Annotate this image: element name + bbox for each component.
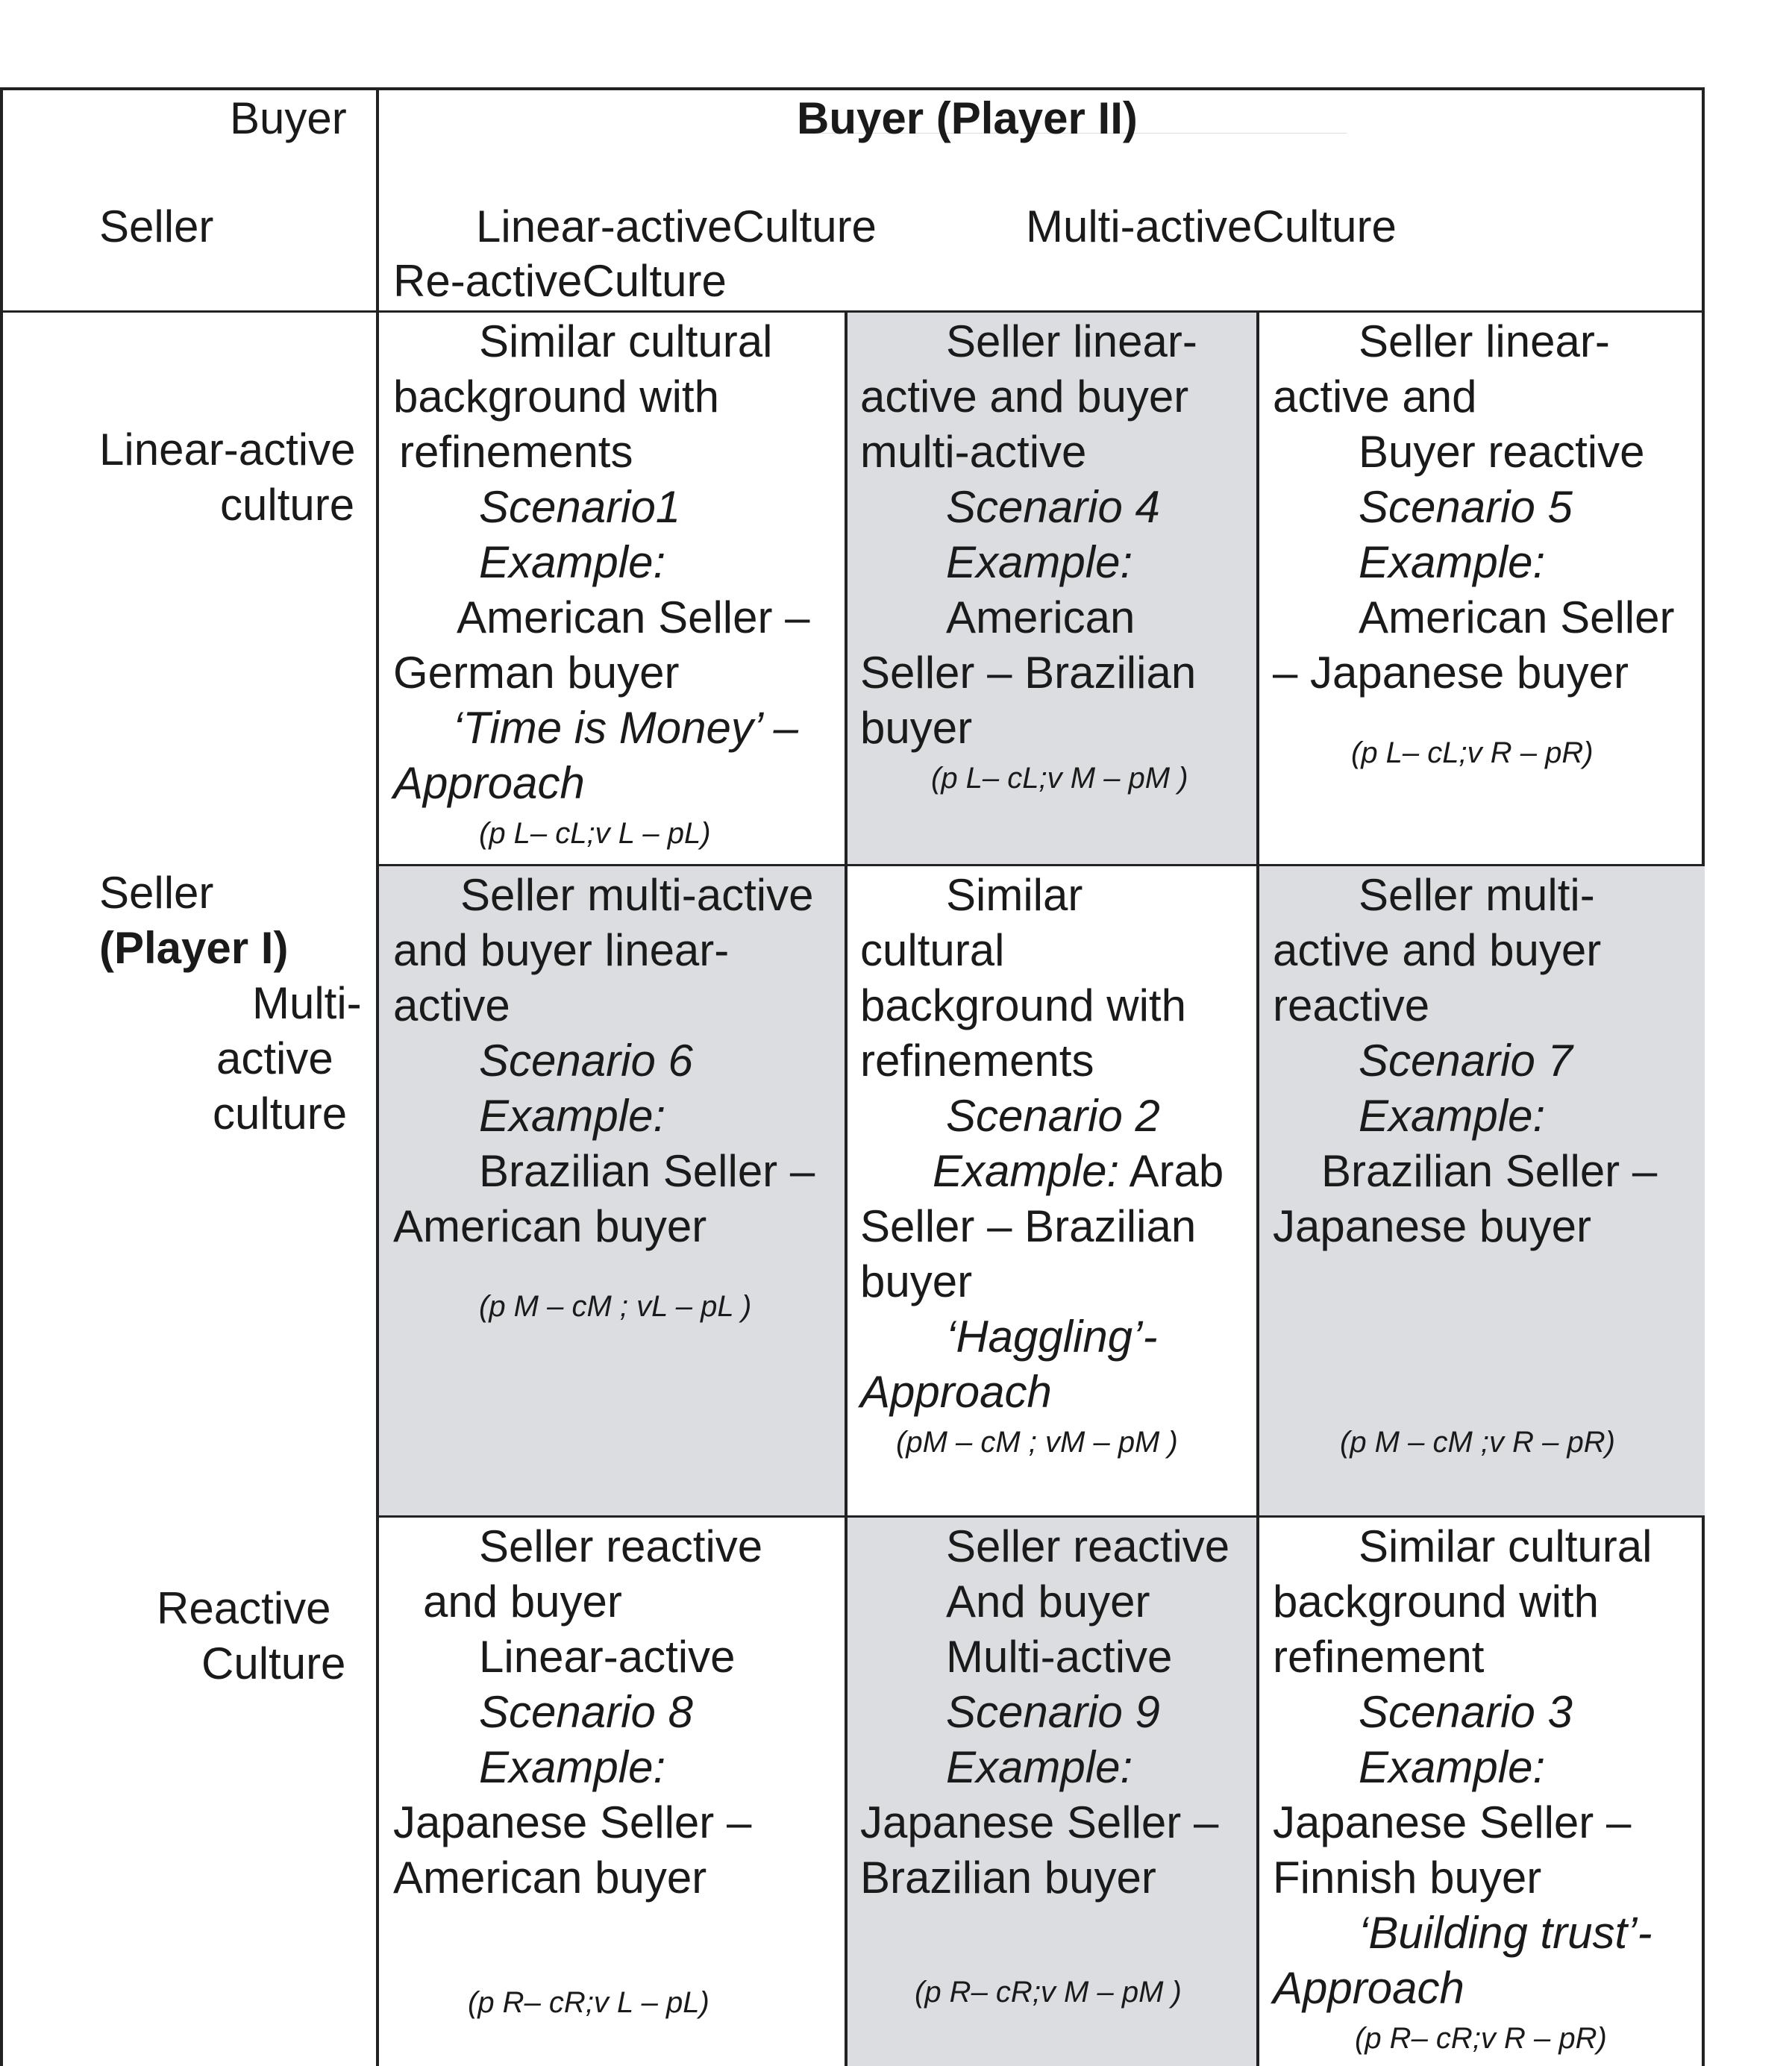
cell-text: Similar cultural bbox=[479, 316, 773, 366]
cell-text: Seller – Brazilian bbox=[860, 1201, 1197, 1251]
scenario-label: Scenario 6 bbox=[479, 1036, 693, 1086]
scenario-label: Scenario 3 bbox=[1359, 1687, 1573, 1737]
cell-text: refinements bbox=[399, 427, 633, 477]
hline-row1 bbox=[377, 864, 1705, 866]
scenario-label: Scenario 2 bbox=[946, 1091, 1160, 1141]
row-header-linear-1: Linear-active bbox=[99, 425, 356, 475]
example-label: Example: bbox=[1359, 1742, 1546, 1792]
vline-row-header bbox=[376, 87, 379, 2066]
cell-scenario-4 bbox=[860, 314, 1256, 801]
cell-text: buyer bbox=[860, 1256, 973, 1306]
cell-text: Multi-active bbox=[946, 1632, 1173, 1682]
cell-text: active and buyer bbox=[860, 372, 1189, 422]
hline-header-bottom bbox=[0, 310, 1705, 313]
header-title: Buyer (Player II) bbox=[797, 93, 1138, 143]
vline-col1 bbox=[845, 310, 848, 2066]
approach-label: ‘Haggling’- bbox=[946, 1312, 1158, 1362]
cell-text: refinement bbox=[1273, 1632, 1485, 1682]
payoff-formula: (p R– cR;v L – pL) bbox=[468, 1986, 709, 2019]
vline-col2 bbox=[1256, 310, 1259, 2066]
cell-text: Finnish buyer bbox=[1273, 1853, 1542, 1903]
cell-text: Brazilian Seller – bbox=[1321, 1146, 1658, 1196]
row-header-multi-1: Multi- bbox=[252, 978, 362, 1028]
cell-text: American buyer bbox=[393, 1201, 707, 1251]
hline-row2 bbox=[377, 1515, 1705, 1518]
cell-text: background with bbox=[860, 980, 1186, 1030]
cell-text: active bbox=[393, 980, 510, 1030]
cell-text: and buyer linear- bbox=[393, 925, 730, 975]
cell-scenario-6 bbox=[393, 868, 841, 1329]
cell-text: And buyer bbox=[946, 1577, 1150, 1627]
scenario-label: Scenario 8 bbox=[479, 1687, 693, 1737]
cell-text: Seller multi-active bbox=[460, 870, 814, 920]
cell-text: Arab bbox=[1119, 1146, 1224, 1196]
cell-text: Brazilian Seller – bbox=[479, 1146, 815, 1196]
cell-text: Seller reactive bbox=[946, 1521, 1230, 1571]
cell-text: Linear-active bbox=[479, 1632, 736, 1682]
cell-text: Similar bbox=[946, 870, 1083, 920]
cell-text: refinements bbox=[860, 1036, 1094, 1086]
row-header-reactive-1: Reactive bbox=[157, 1583, 331, 1633]
example-label: Example: bbox=[479, 537, 666, 587]
row-header-reactive-2: Culture bbox=[201, 1638, 346, 1688]
approach-label: ‘Time is Money’ – bbox=[453, 703, 798, 753]
corner-seller-label: Seller bbox=[99, 201, 214, 251]
col-header-reactive: Re-activeCulture bbox=[393, 256, 727, 306]
cell-text: Similar cultural bbox=[1359, 1521, 1652, 1571]
scenario-label: Scenario1 bbox=[479, 482, 681, 532]
approach-label: Approach bbox=[1273, 1963, 1464, 2013]
cell-text: German buyer bbox=[393, 648, 680, 698]
cell-scenario-7 bbox=[1273, 868, 1702, 1465]
cell-text: active and buyer bbox=[1273, 925, 1602, 975]
cell-text: Brazilian buyer bbox=[860, 1853, 1156, 1903]
row-header-multi-3: culture bbox=[213, 1089, 348, 1139]
col-header-multi: Multi-activeCulture bbox=[1026, 201, 1397, 251]
cell-text: reactive bbox=[1273, 980, 1430, 1030]
payoff-formula: (pM – cM ; vM – pM ) bbox=[896, 1426, 1178, 1459]
cell-text: Japanese buyer bbox=[1273, 1201, 1591, 1251]
cell-text: Seller linear- bbox=[946, 316, 1197, 366]
example-label: Example: bbox=[946, 1742, 1133, 1792]
cell-scenario-9 bbox=[860, 1519, 1256, 2015]
cell-text: cultural bbox=[860, 925, 1005, 975]
cell-text: American buyer bbox=[393, 1853, 707, 1903]
example-label: Example: bbox=[1359, 537, 1546, 587]
row-header-linear-2: culture bbox=[220, 480, 355, 530]
cell-text: Buyer reactive bbox=[1359, 427, 1645, 477]
payoff-formula: (p R– cR;v M – pM ) bbox=[915, 1976, 1182, 2009]
cell-scenario-2 bbox=[860, 868, 1256, 1465]
payoff-formula: (p M – cM ; vL – pL ) bbox=[479, 1290, 752, 1323]
cell-text: Seller linear- bbox=[1359, 316, 1610, 366]
approach-label: Approach bbox=[393, 758, 585, 808]
payoff-formula: (p L– cL;v L – pL) bbox=[479, 817, 711, 850]
cell-text: Japanese Seller – bbox=[1273, 1797, 1632, 1847]
approach-label: Approach bbox=[860, 1367, 1052, 1417]
cell-scenario-3 bbox=[1273, 1519, 1702, 2061]
example-label: Example: bbox=[933, 1146, 1120, 1196]
payoff-formula: (p R– cR;v R – pR) bbox=[1355, 2022, 1607, 2055]
cell-text: background with bbox=[393, 372, 719, 422]
cell-text: American Seller bbox=[1359, 592, 1675, 642]
scenario-label: Scenario 7 bbox=[1359, 1036, 1573, 1086]
cell-scenario-5 bbox=[1273, 314, 1702, 775]
cell-text: Japanese Seller – bbox=[393, 1797, 752, 1847]
col-header-linear: Linear-activeCulture bbox=[476, 201, 877, 251]
cell-text: Seller reactive bbox=[479, 1521, 763, 1571]
example-label: Example: bbox=[946, 537, 1133, 587]
cell-text: Seller multi- bbox=[1359, 870, 1595, 920]
scenario-label: Scenario 9 bbox=[946, 1687, 1160, 1737]
example-label: Example: bbox=[1359, 1091, 1546, 1141]
cell-text: and buyer bbox=[423, 1577, 622, 1627]
row-header-seller-2: (Player I) bbox=[99, 923, 289, 973]
payoff-formula: (p L– cL;v M – pM ) bbox=[931, 762, 1188, 795]
cell-text: – Japanese buyer bbox=[1273, 648, 1629, 698]
cell-text: active and bbox=[1273, 372, 1477, 422]
cell-text bbox=[860, 1144, 1256, 1199]
example-label: Example: bbox=[479, 1091, 666, 1141]
row-header-multi-2: active bbox=[216, 1033, 333, 1083]
cell-text: Japanese Seller – bbox=[860, 1797, 1219, 1847]
example-label: Example: bbox=[479, 1742, 666, 1792]
cell-text: multi-active bbox=[860, 427, 1087, 477]
cell-text: buyer bbox=[860, 703, 973, 753]
row-header-seller-1: Seller bbox=[99, 868, 214, 918]
cell-scenario-8 bbox=[393, 1519, 841, 2025]
corner-buyer-label: Buyer bbox=[230, 93, 347, 143]
approach-label: ‘Building trust’- bbox=[1359, 1908, 1652, 1958]
scenario-label: Scenario 4 bbox=[946, 482, 1160, 532]
cell-text: Seller – Brazilian bbox=[860, 648, 1197, 698]
payoff-formula: (p L– cL;v R – pR) bbox=[1351, 736, 1594, 769]
payoff-formula: (p M – cM ;v R – pR) bbox=[1340, 1426, 1615, 1459]
cell-text: American Seller – bbox=[457, 592, 810, 642]
cell-text: American bbox=[946, 592, 1135, 642]
scenario-label: Scenario 5 bbox=[1359, 482, 1573, 532]
cell-scenario-1 bbox=[393, 314, 841, 856]
cell-text: background with bbox=[1273, 1577, 1599, 1627]
